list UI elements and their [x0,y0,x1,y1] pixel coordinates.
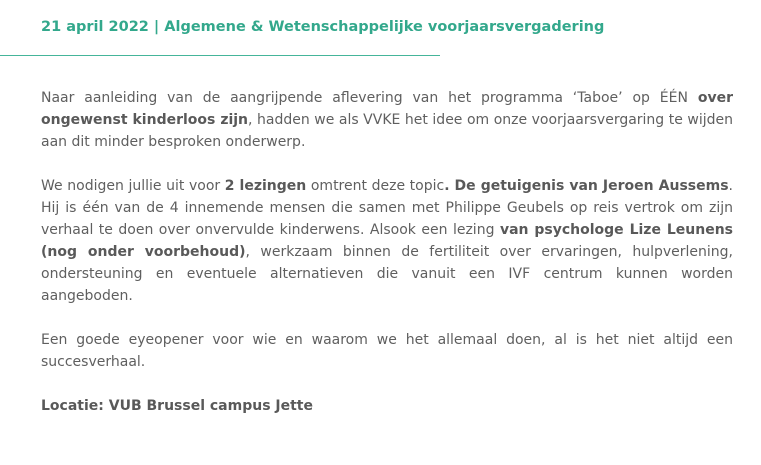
page-title: 21 april 2022 | Algemene & Wetenschappelijke voorjaarsvergadering [41,19,605,35]
lectures-text-3: . Hij is één van de 4 innemende mensen die samen met Philippe Geubels op reis vertrok om zijn verhaal te doen over onvervulde kinderwens. Alsook een lezing [41,178,733,238]
lectures-text-2: omtrent deze topic [306,178,445,194]
title-divider [0,55,440,56]
intro-emphasis: over ongewenst kinderloos zijn [41,90,733,128]
closing-paragraph: Een goede eyeopener voor wie en waarom we het allemaal doen, al is het niet altijd een succesverhaal. [41,332,733,370]
intro-paragraph [41,87,733,153]
intro-text-end: , hadden we als VVKE het idee om onze voorjaarsvergaring te wijden aan dit minder besproken onderwerp. [41,112,733,150]
testimony-title: . De getuigenis van Jeroen Aussems [444,178,729,194]
lectures-text-4: , werkzaam binnen de fertiliteit over ervaringen, hulpverlening, ondersteuning en eventuele alternatieven die vanuit een IVF centrum kunnen worden aangeboden. [41,244,733,304]
lectures-count: 2 lezingen [224,178,307,194]
article-body [41,87,733,439]
intro-text: Naar aanleiding van de aangrijpende aflevering van het programma ‘Taboe’ op ÉÉN [41,90,698,106]
psychologist-name: van psychologe Lize Leunens (nog onder voorbehoud) [41,222,733,260]
lectures-text: We nodigen jullie uit voor [41,178,225,194]
lectures-paragraph [41,175,733,307]
location-line: Locatie: VUB Brussel campus Jette [41,398,313,414]
